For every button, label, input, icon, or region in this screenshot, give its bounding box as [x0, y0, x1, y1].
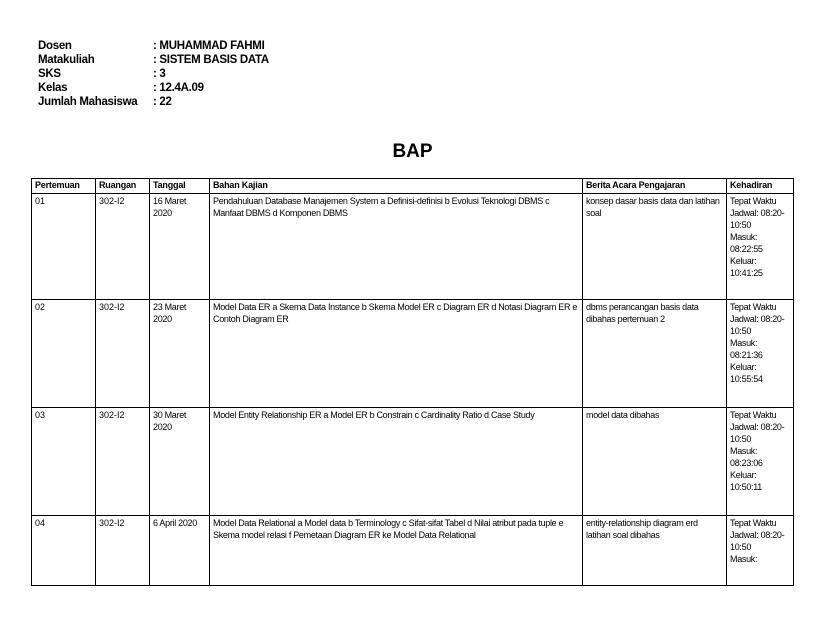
info-label-sks: SKS	[38, 68, 61, 80]
column-header-tanggal: Tanggal	[150, 179, 210, 194]
cell-kehadiran: Tepat Waktu Jadwal: 08:20-10:50 Masuk: 08:21:36 Keluar: 10:55:54	[727, 300, 794, 408]
cell-tanggal: 6 April 2020	[150, 516, 210, 586]
info-value-kelas: : 12.4A.09	[153, 82, 204, 94]
column-header-bahan-kajian: Bahan Kajian	[210, 179, 583, 194]
cell-kehadiran: Tepat Waktu Jadwal: 08:20-10:50 Masuk:	[727, 516, 794, 586]
cell-pertemuan: 01	[32, 194, 96, 300]
cell-pertemuan: 04	[32, 516, 96, 586]
cell-ruangan: 302-I2	[96, 408, 150, 516]
column-header-berita-acara: Berita Acara Pengajaran	[583, 179, 727, 194]
column-header-pertemuan: Pertemuan	[32, 179, 96, 194]
info-row-kelas	[38, 81, 269, 95]
cell-bahan-kajian: Pendahuluan Database Manajemen System a Definisi-definisi b Evolusi Teknologi DBMS c Manfaat DBMS d Komponen DBMS	[210, 194, 583, 300]
cell-kehadiran: Tepat Waktu Jadwal: 08:20-10:50 Masuk: 08:23:06 Keluar: 10:50:11	[727, 408, 794, 516]
cell-kehadiran: Tepat Waktu Jadwal: 08:20-10:50 Masuk: 08:22:55 Keluar: 10:41:25	[727, 194, 794, 300]
column-header-ruangan: Ruangan	[96, 179, 150, 194]
cell-tanggal: 16 Maret 2020	[150, 194, 210, 300]
info-row-dosen	[38, 39, 269, 53]
info-label-dosen: Dosen	[38, 40, 72, 52]
table-header-row	[32, 179, 794, 194]
bap-table	[31, 178, 794, 586]
cell-berita-acara: konsep dasar basis data dan latihan soal	[583, 194, 727, 300]
cell-bahan-kajian: Model Entity Relationship ER a Model ER b Constrain c Cardinality Ratio d Case Study	[210, 408, 583, 516]
cell-ruangan: 302-I2	[96, 516, 150, 586]
cell-pertemuan: 02	[32, 300, 96, 408]
course-info	[38, 39, 269, 109]
table-row	[32, 194, 794, 300]
cell-bahan-kajian: Model Data Relational a Model data b Terminology c Sifat-sifat Tabel d Nilai atribut pada tuple e Skema model relasi f Pemetaan Diagram ER ke Model Data Relational	[210, 516, 583, 586]
table-row	[32, 408, 794, 516]
cell-ruangan: 302-I2	[96, 194, 150, 300]
cell-berita-acara: model data dibahas	[583, 408, 727, 516]
cell-berita-acara: dbms perancangan basis data dibahas pertemuan 2	[583, 300, 727, 408]
info-value-dosen: : MUHAMMAD FAHMI	[153, 40, 265, 52]
info-value-jumlah: : 22	[153, 96, 172, 108]
info-row-sks	[38, 67, 269, 81]
table-row	[32, 300, 794, 408]
cell-tanggal: 30 Maret 2020	[150, 408, 210, 516]
info-value-sks: : 3	[153, 68, 166, 80]
info-label-jumlah: Jumlah Mahasiswa	[38, 96, 138, 108]
info-value-matakuliah: : SISTEM BASIS DATA	[153, 54, 269, 66]
info-row-jumlah	[38, 95, 269, 109]
info-label-kelas: Kelas	[38, 82, 68, 94]
column-header-kehadiran: Kehadiran	[727, 179, 794, 194]
table-row	[32, 516, 794, 586]
info-label-matakuliah: Matakuliah	[38, 54, 95, 66]
cell-tanggal: 23 Maret 2020	[150, 300, 210, 408]
cell-pertemuan: 03	[32, 408, 96, 516]
info-row-matakuliah	[38, 53, 269, 67]
page-title: BAP	[392, 141, 433, 162]
cell-ruangan: 302-I2	[96, 300, 150, 408]
cell-bahan-kajian: Model Data ER a Skema Data Instance b Skema Model ER c Diagram ER d Notasi Diagram ER e Contoh Diagram ER	[210, 300, 583, 408]
cell-berita-acara: entity-relationship diagram erd latihan soal dibahas	[583, 516, 727, 586]
